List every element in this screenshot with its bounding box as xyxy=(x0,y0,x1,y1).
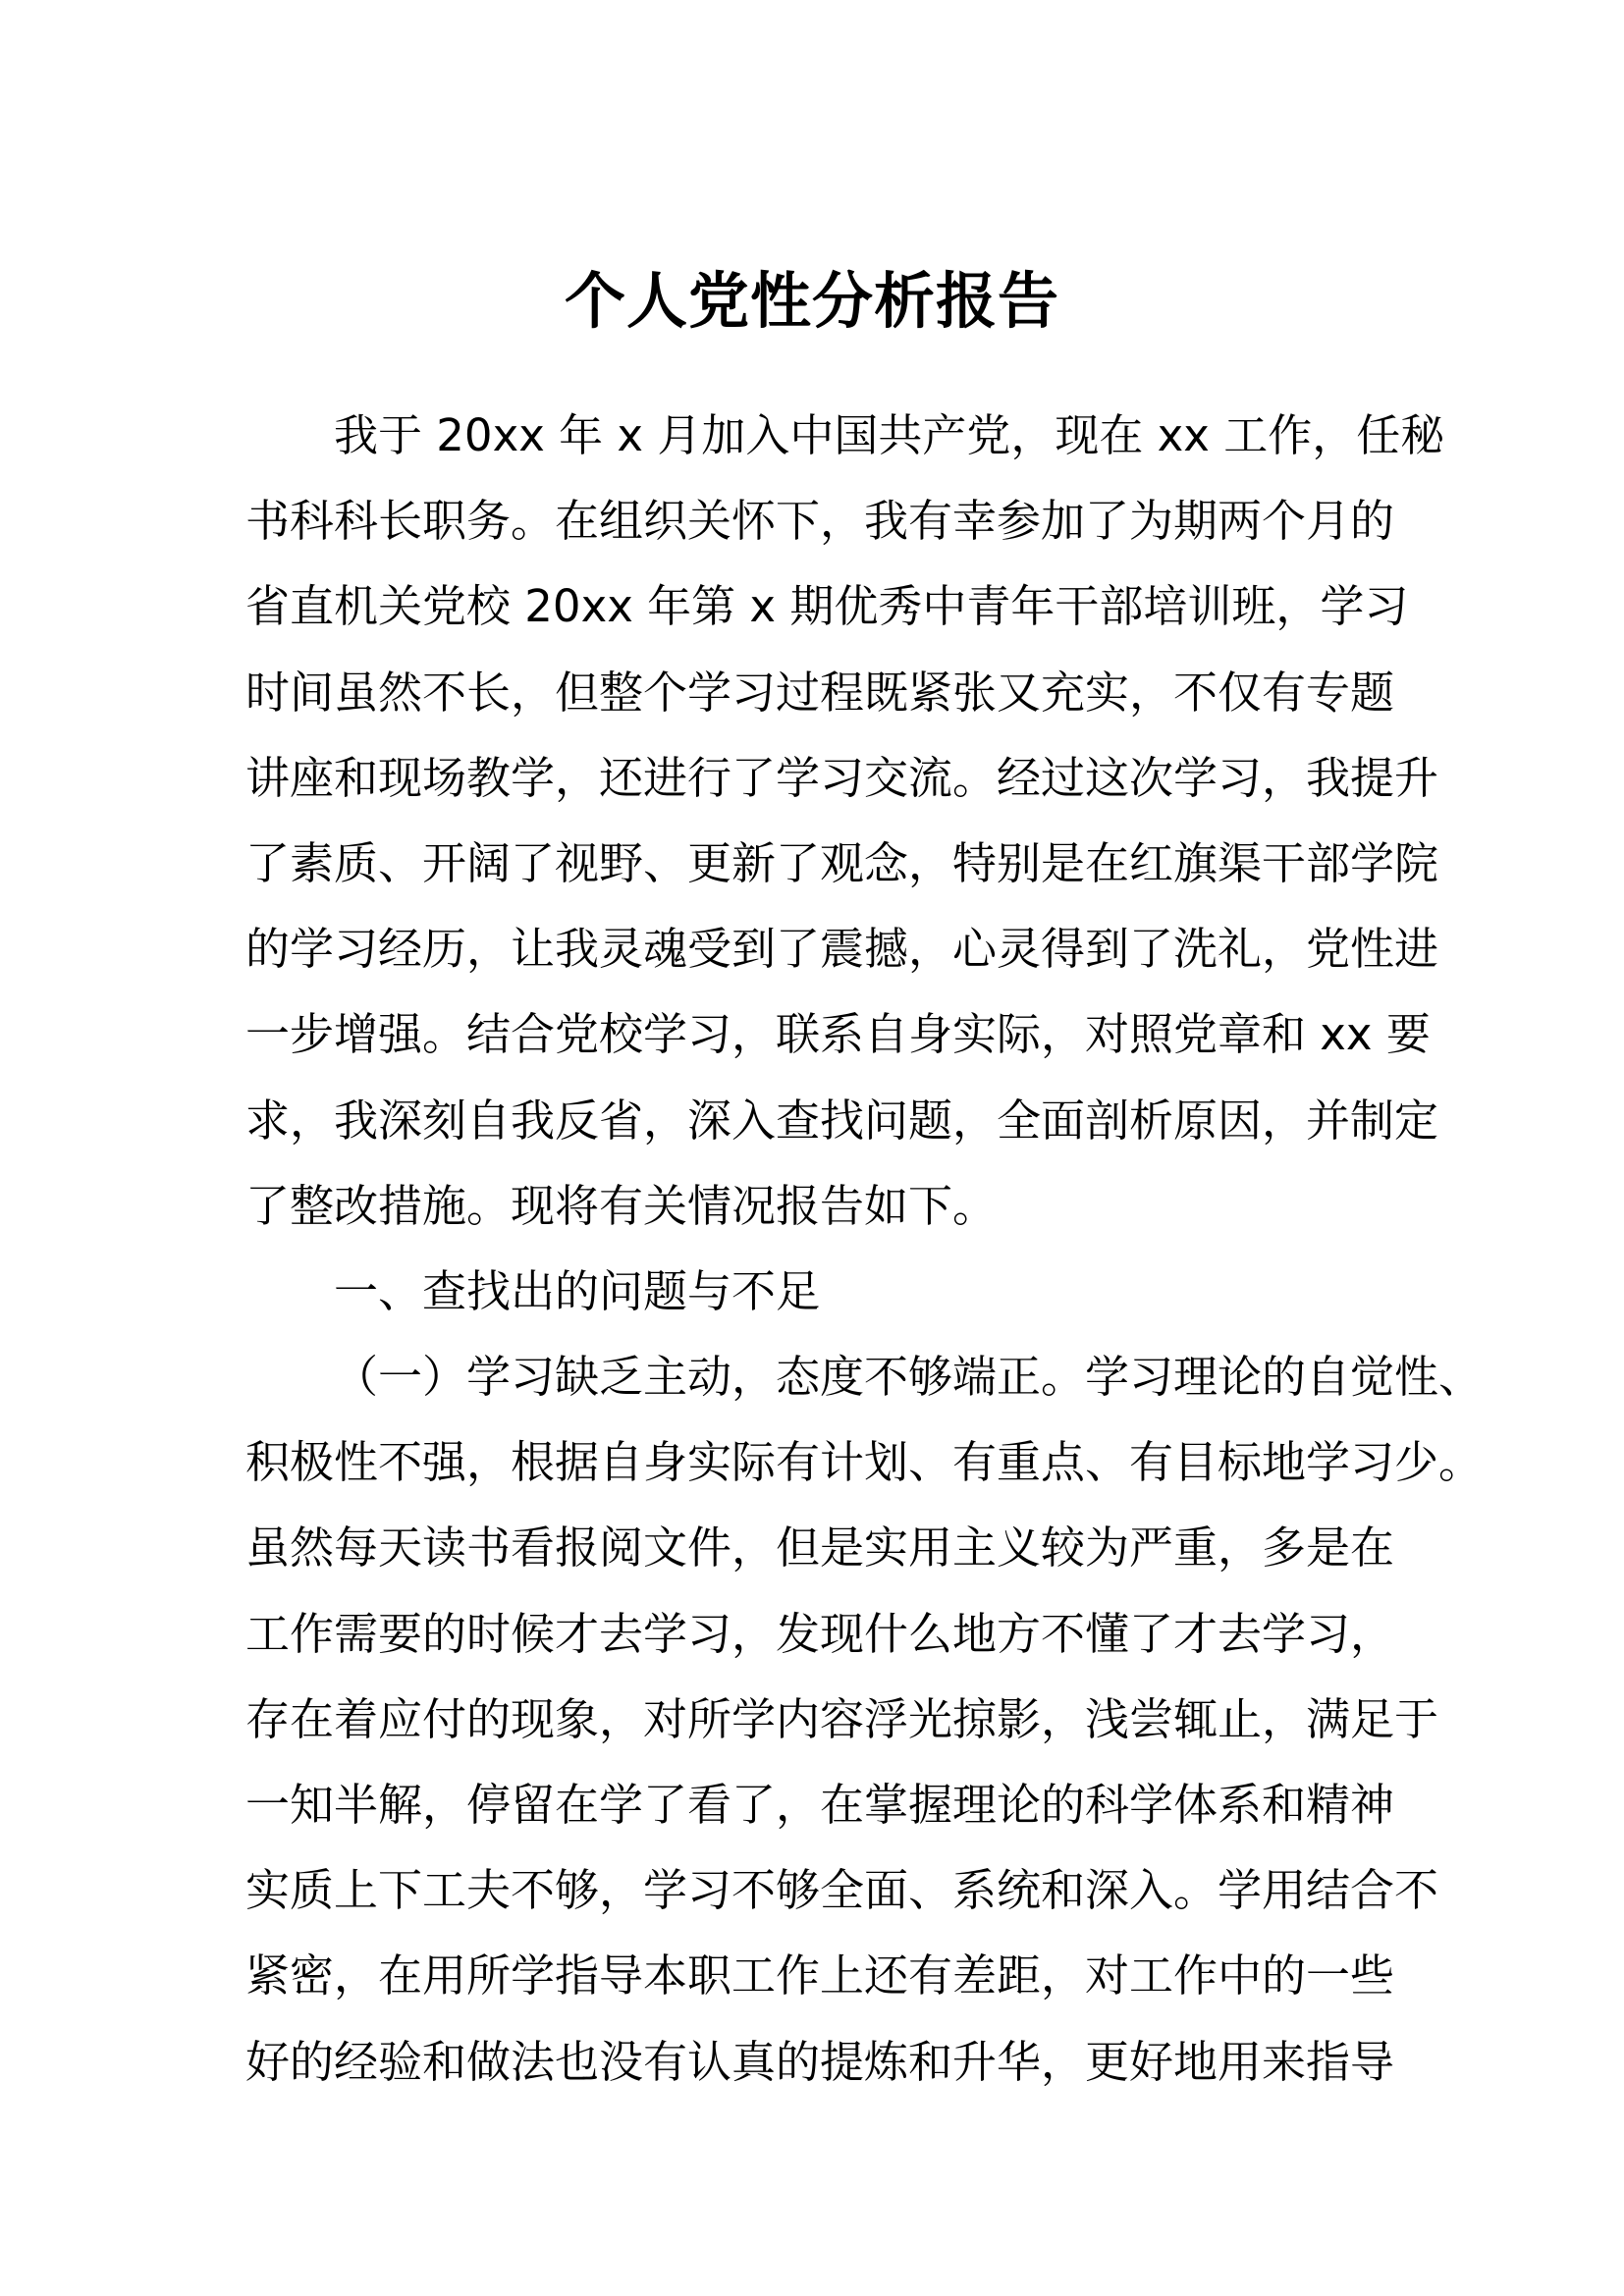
document-title: 个人党性分析报告 xyxy=(564,265,1059,337)
document-body xyxy=(245,393,1484,2105)
paragraph-line: 存在着应付的现象，对所学内容浮光掠影，浅尝辄止，满足于 xyxy=(245,1692,1439,1745)
paragraph-line: 时间虽然不长，但整个学习过程既紧张又充实，不仅有专题 xyxy=(245,666,1395,719)
paragraph-line: 紧密，在用所学指导本职工作上还有差距，对工作中的一些 xyxy=(245,1949,1395,2002)
paragraph-line: 一步增强。结合党校学习，联系自身实际，对照党章和 xx 要 xyxy=(245,1008,1431,1061)
paragraph-line: 书科科长职务。在组织关怀下，我有幸参加了为期两个月的 xyxy=(245,495,1395,548)
paragraph-line: 省直机关党校 20xx 年第 x 期优秀中青年干部培训班，学习 xyxy=(245,580,1409,633)
paragraph-line: 实质上下工夫不够，学习不够全面、系统和深入。学用结合不 xyxy=(245,1864,1439,1917)
paragraph-line: 虽然每天读书看报阅文件，但是实用主义较为严重，多是在 xyxy=(245,1522,1395,1575)
paragraph-line: 了整改措施。现将有关情况报告如下。 xyxy=(245,1179,998,1232)
paragraph-line: 求，我深刻自我反省，深入查找问题，全面剖析原因，并制定 xyxy=(245,1094,1439,1147)
paragraph-line: （一）学习缺乏主动，态度不够端正。学习理论的自觉性、 xyxy=(334,1351,1484,1404)
paragraph-line: 积极性不强，根据自身实际有计划、有重点、有目标地学习少。 xyxy=(245,1436,1484,1489)
paragraph-line: 了素质、开阔了视野、更新了观念，特别是在红旗渠干部学院 xyxy=(245,836,1439,889)
paragraph-line: 的学习经历，让我灵魂受到了震撼，心灵得到了洗礼，党性进 xyxy=(245,923,1439,976)
section-heading: 一、查找出的问题与不足 xyxy=(334,1264,821,1317)
paragraph-line: 一知半解，停留在学了看了，在掌握理论的科学体系和精神 xyxy=(245,1779,1395,1831)
paragraph-line: 我于 20xx 年 x 月加入中国共产党，现在 xx 工作，任秘 xyxy=(334,409,1445,461)
paragraph-line: 工作需要的时候才去学习，发现什么地方不懂了才去学习， xyxy=(245,1607,1395,1660)
paragraph-line: 好的经验和做法也没有认真的提炼和升华，更好地用来指导 xyxy=(245,2035,1395,2088)
paragraph-line: 讲座和现场教学，还进行了学习交流。经过这次学习，我提升 xyxy=(245,751,1439,804)
